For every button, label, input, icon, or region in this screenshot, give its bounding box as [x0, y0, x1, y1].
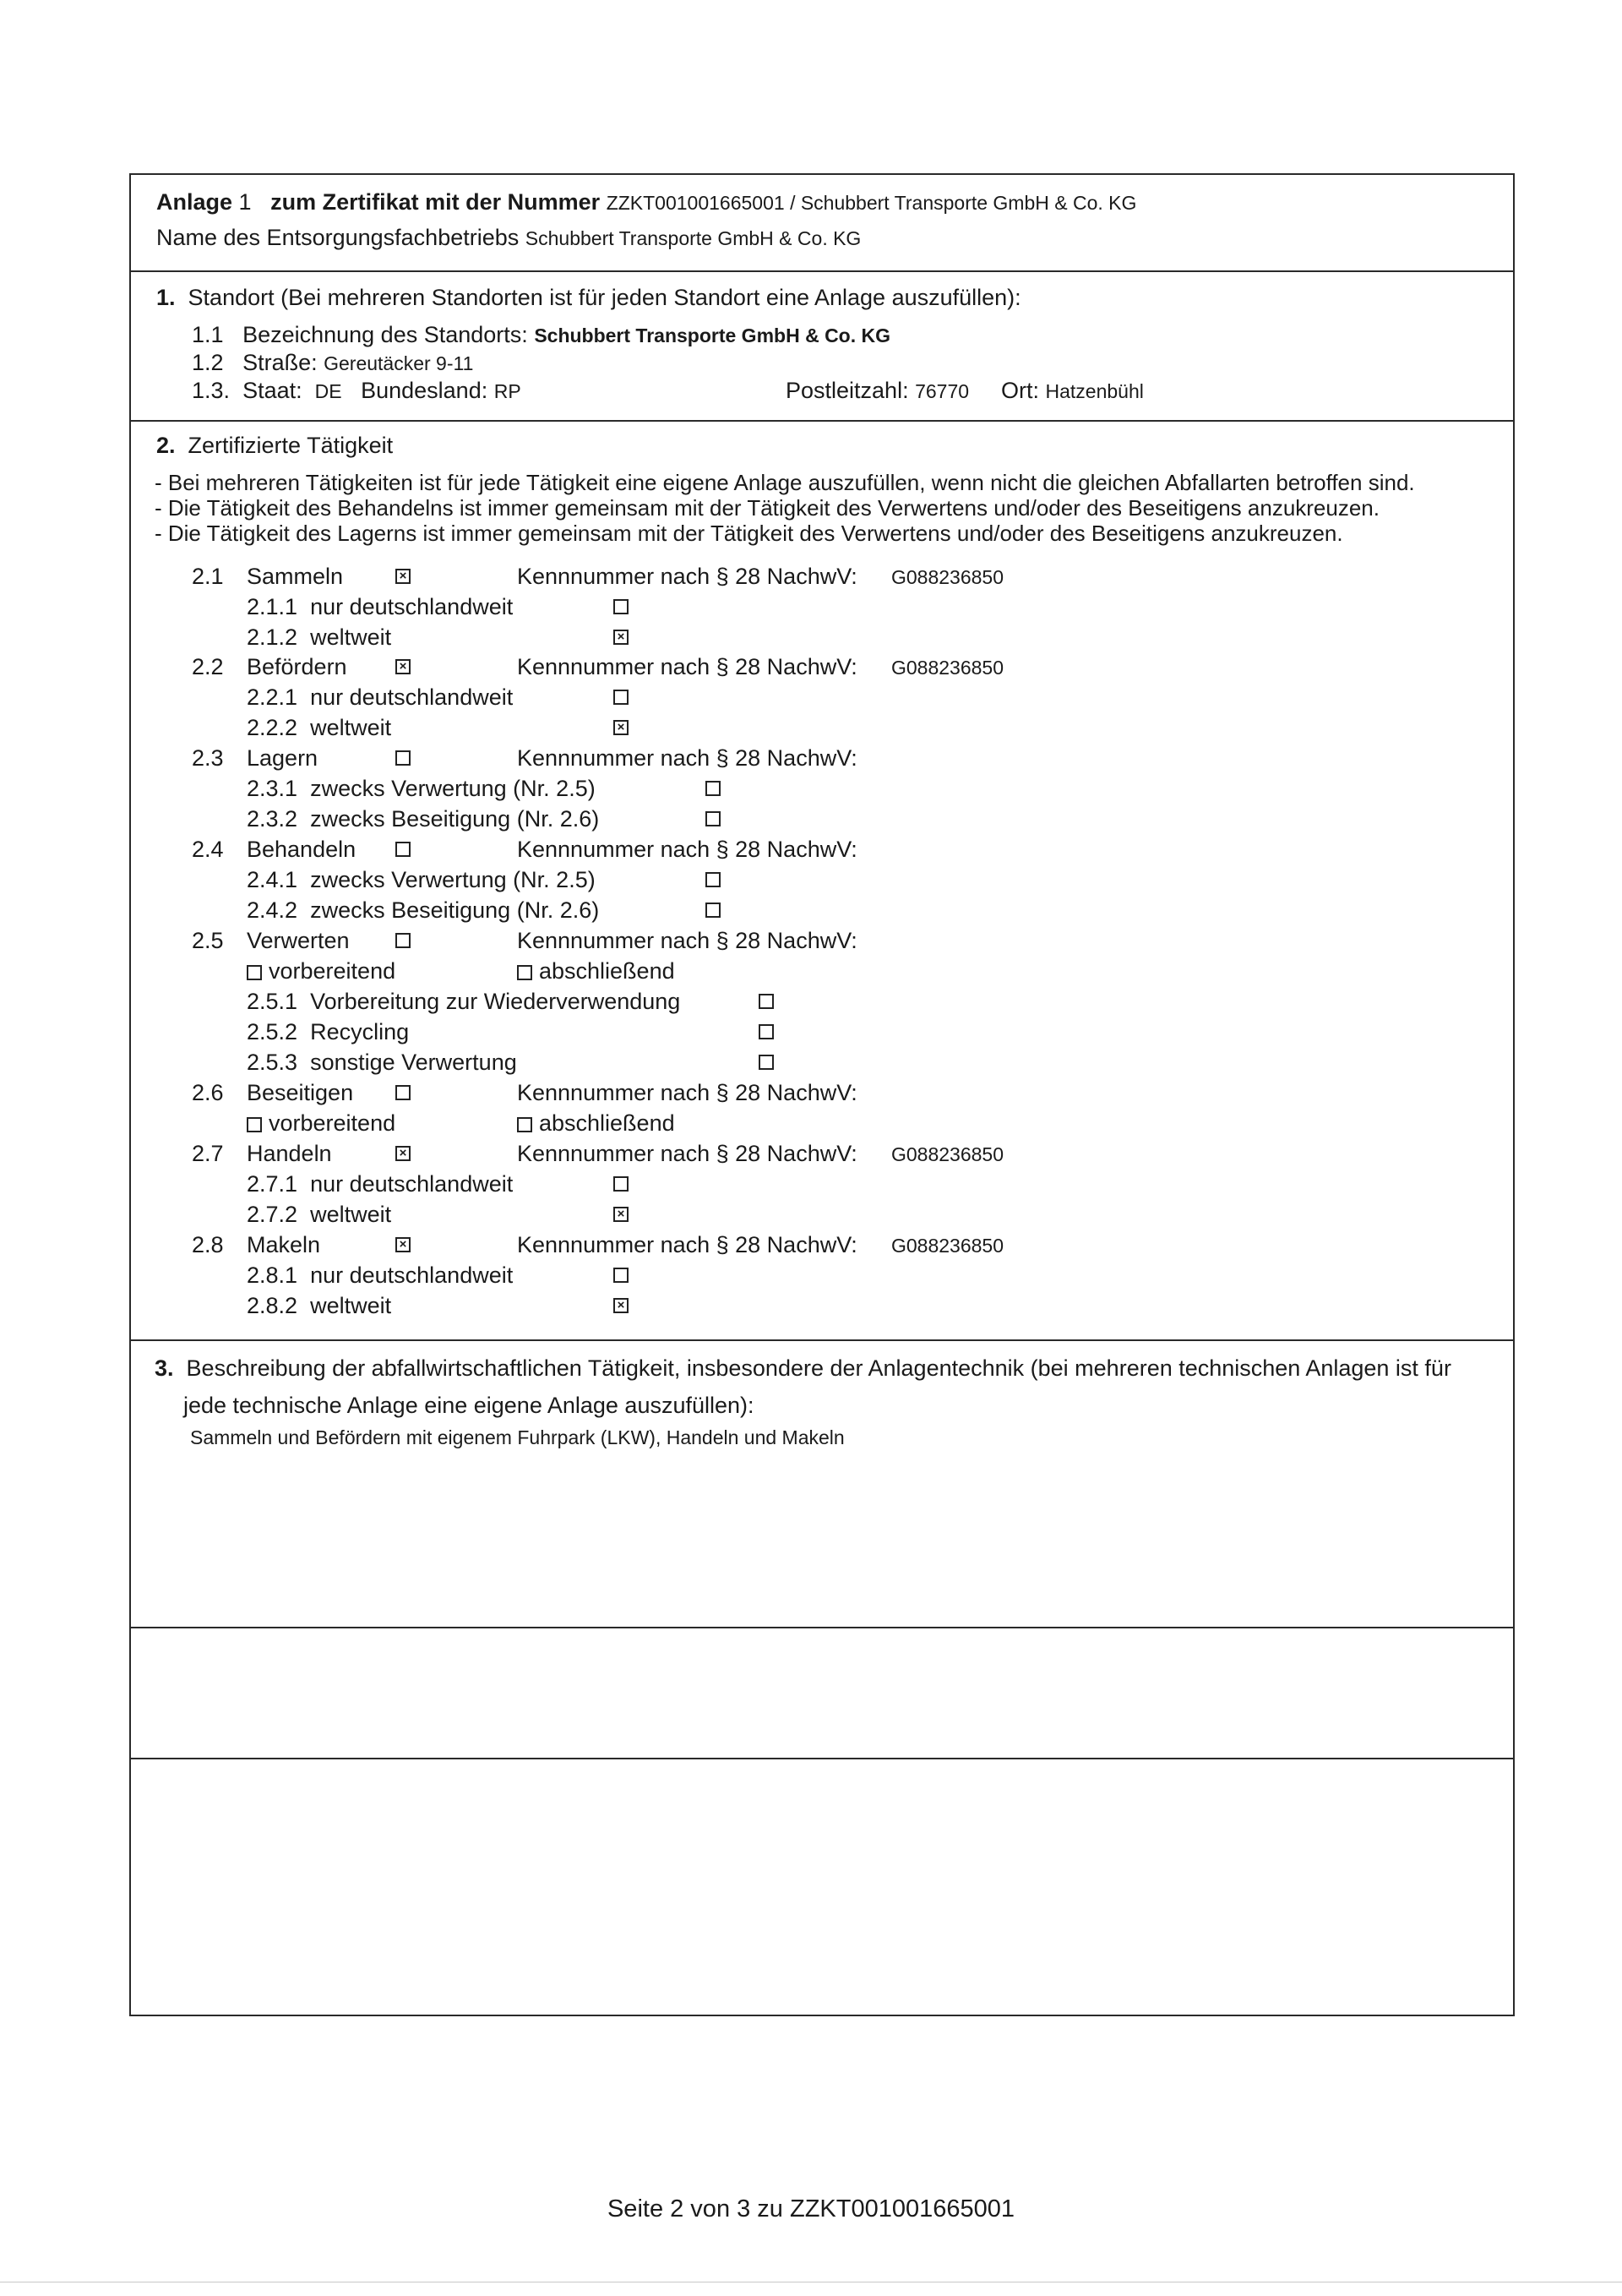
kenn-value-makeln: G088236850	[891, 1235, 1004, 1257]
label-makeln-weltweit: weltweit	[310, 1293, 392, 1318]
row-num: 2.5.2	[247, 1019, 298, 1044]
row-1-2	[192, 349, 473, 377]
label-vorbereitend: vorbereitend	[269, 958, 396, 984]
checkbox-sonstige-verwertung[interactable]	[759, 1055, 774, 1070]
checkbox-verwerten-abschliessend[interactable]	[517, 965, 532, 980]
section2-title: Zertifizierte Tätigkeit	[188, 433, 394, 458]
section1-number: 1.	[156, 285, 176, 310]
staat-value: DE	[314, 380, 342, 402]
page-footer: Seite 2 von 3 zu ZZKT001001665001	[607, 2195, 1015, 2222]
label-handeln-weltweit: weltweit	[310, 1202, 392, 1227]
row-1-1	[192, 321, 890, 349]
label-befoerdern-deutschland: nur deutschlandweit	[310, 684, 514, 710]
checkbox-handeln-deutschland[interactable]	[613, 1176, 629, 1192]
section3-description-value: Sammeln und Befördern mit eigenem Fuhrpark (LKW), Handeln und Makeln	[190, 1426, 845, 1448]
checkbox-lagern[interactable]	[395, 750, 411, 766]
row-1-3-ort	[1001, 377, 1144, 405]
section1-heading	[156, 284, 1021, 311]
section3-number: 3.	[155, 1355, 174, 1381]
checkbox-beseitigen[interactable]	[395, 1085, 411, 1100]
anlage-line	[156, 188, 1136, 216]
label-behandeln: Behandeln	[247, 837, 357, 862]
row-num: 2.5	[192, 928, 224, 953]
row-num: 2.5.3	[247, 1050, 298, 1075]
label-behandeln-verwertung: zwecks Verwertung (Nr. 2.5)	[310, 867, 596, 892]
label-abschliessend: abschließend	[539, 1110, 675, 1136]
name-label: Name des Entsorgungsfachbetriebs	[156, 225, 520, 250]
anlage-number: 1	[238, 189, 252, 215]
row-num: 2.2.2	[247, 715, 298, 740]
str-label: Straße:	[242, 350, 318, 375]
kenn-label-handeln: Kennnummer nach § 28 NachwV:	[517, 1141, 857, 1166]
kenn-label-befoerdern: Kennnummer nach § 28 NachwV:	[517, 654, 857, 679]
verwerten-abschliessend[interactable]	[517, 957, 675, 984]
label-makeln-deutschland: nur deutschlandweit	[310, 1263, 514, 1288]
annex-form	[129, 173, 1515, 2016]
label-befoerdern-weltweit: weltweit	[310, 715, 392, 740]
kenn-value-sammeln: G088236850	[891, 566, 1004, 588]
ort-value: Hatzenbühl	[1045, 380, 1144, 402]
checkbox-behandeln-verwertung[interactable]	[705, 872, 721, 887]
row-num: 2.3.1	[247, 776, 298, 801]
empty-section-1	[131, 1628, 1513, 1759]
checkbox-handeln[interactable]: ×	[395, 1146, 411, 1161]
row-2-1	[192, 563, 224, 590]
section-beschreibung	[131, 1341, 1513, 1628]
checkbox-sammeln-weltweit[interactable]: ×	[613, 630, 629, 645]
checkbox-verwerten-vorbereitend[interactable]	[247, 965, 262, 980]
section3-heading	[155, 1355, 1451, 1382]
checkbox-beseitigen-abschliessend[interactable]	[517, 1117, 532, 1132]
checkbox-behandeln-beseitigung[interactable]	[705, 903, 721, 918]
row-num: 2.3.2	[247, 806, 298, 832]
label-abschliessend: abschließend	[539, 958, 675, 984]
row-num: 2.2.1	[247, 684, 298, 710]
label-behandeln-beseitigung: zwecks Beseitigung (Nr. 2.6)	[310, 897, 600, 923]
zert-value: ZZKT001001665001 / Schubbert Transporte GmbH & Co. KG	[606, 192, 1137, 214]
bez-label: Bezeichnung des Standorts:	[242, 322, 528, 347]
row-num: 2.1	[192, 564, 224, 589]
empty-section-2	[131, 1759, 1513, 2017]
checkbox-handeln-weltweit[interactable]: ×	[613, 1207, 629, 1222]
str-value: Gereutäcker 9-11	[324, 352, 474, 374]
row-num: 2.8.1	[247, 1263, 298, 1288]
checkbox-behandeln[interactable]	[395, 842, 411, 857]
section1-title: Standort (Bei mehreren Standorten ist für jeden Standort eine Anlage auszufüllen):	[188, 285, 1021, 310]
label-sammeln-deutschland: nur deutschlandweit	[310, 594, 514, 619]
label-sammeln-weltweit: weltweit	[310, 624, 392, 650]
section-taetigkeit	[131, 422, 1513, 1341]
row-num: 2.4.1	[247, 867, 298, 892]
section-standort	[131, 272, 1513, 422]
kenn-label-verwerten: Kennnummer nach § 28 NachwV:	[517, 928, 857, 953]
row-1-3-plz	[786, 377, 969, 405]
checkbox-sammeln[interactable]: ×	[395, 569, 411, 584]
ort-label: Ort:	[1001, 378, 1039, 403]
bundesland-label: Bundesland:	[361, 378, 488, 403]
beseitigen-vorbereitend[interactable]	[247, 1110, 395, 1137]
kenn-label-behandeln: Kennnummer nach § 28 NachwV:	[517, 837, 857, 862]
label-wiederverwendung: Vorbereitung zur Wiederverwendung	[310, 989, 681, 1014]
label-sonstige-verwertung: sonstige Verwertung	[310, 1050, 517, 1075]
label-vorbereitend: vorbereitend	[269, 1110, 396, 1136]
label-befoerdern: Befördern	[247, 654, 347, 679]
checkbox-lagern-beseitigung[interactable]	[705, 811, 721, 826]
kenn-label-beseitigen: Kennnummer nach § 28 NachwV:	[517, 1080, 857, 1105]
label-recycling: Recycling	[310, 1019, 410, 1044]
bez-value: Schubbert Transporte GmbH & Co. KG	[534, 324, 891, 346]
checkbox-makeln-weltweit[interactable]: ×	[613, 1298, 629, 1313]
row-num: 2.7.2	[247, 1202, 298, 1227]
checkbox-wiederverwendung[interactable]	[759, 994, 774, 1009]
row-num: 2.7.1	[247, 1171, 298, 1197]
checkbox-lagern-verwertung[interactable]	[705, 781, 721, 796]
label-lagern: Lagern	[247, 745, 318, 771]
section3-title-line2: jede technische Anlage eine eigene Anlage auszufüllen):	[183, 1393, 754, 1418]
checkbox-befoerdern[interactable]: ×	[395, 659, 411, 674]
row-num: 2.5.1	[247, 989, 298, 1014]
plz-label: Postleitzahl:	[786, 378, 909, 403]
label-handeln: Handeln	[247, 1141, 332, 1166]
label-verwerten: Verwerten	[247, 928, 350, 953]
row-num: 2.8.2	[247, 1293, 298, 1318]
label-beseitigen: Beseitigen	[247, 1080, 354, 1105]
verwerten-vorbereitend[interactable]	[247, 957, 395, 984]
row-num: 2.7	[192, 1141, 224, 1166]
kenn-label-makeln: Kennnummer nach § 28 NachwV:	[517, 1232, 857, 1257]
beseitigen-abschliessend[interactable]	[517, 1110, 675, 1137]
plz-value: 76770	[915, 380, 970, 402]
label-lagern-beseitigung: zwecks Beseitigung (Nr. 2.6)	[310, 806, 600, 832]
checkbox-makeln-deutschland[interactable]	[613, 1268, 629, 1283]
label-lagern-verwertung: zwecks Verwertung (Nr. 2.5)	[310, 776, 596, 801]
bez-num: 1.1	[192, 322, 224, 347]
kenn-label-sammeln: Kennnummer nach § 28 NachwV:	[517, 564, 857, 589]
checkbox-recycling[interactable]	[759, 1024, 774, 1039]
zert-label: zum Zertifikat mit der Nummer	[270, 189, 601, 215]
row-num: 2.1.2	[247, 624, 298, 650]
note-1: - Bei mehreren Tätigkeiten ist für jede Tätigkeit eine eigene Anlage auszufüllen, wenn nicht die gleichen Abfallarten betroffen sind.	[155, 470, 1415, 495]
section3-title-line1: Beschreibung der abfallwirtschaftlichen Tätigkeit, insbesondere der Anlagentechnik (bei mehreren technischen Anlagen ist für	[186, 1355, 1451, 1381]
staat-label: Staat:	[242, 378, 302, 403]
str-num: 1.2	[192, 350, 224, 375]
kenn-value-handeln: G088236850	[891, 1143, 1004, 1165]
row-num: 2.3	[192, 745, 224, 771]
note-2: - Die Tätigkeit des Behandelns ist immer gemeinsam mit der Tätigkeit des Verwertens und/oder des Beseitigens anzukreuzen.	[155, 495, 1380, 521]
staat-num: 1.3.	[192, 378, 231, 403]
checkbox-makeln[interactable]: ×	[395, 1237, 411, 1252]
checkbox-befoerdern-deutschland[interactable]	[613, 690, 629, 705]
checkbox-sammeln-deutschland[interactable]	[613, 599, 629, 614]
checkbox-beseitigen-vorbereitend[interactable]	[247, 1117, 262, 1132]
row-num: 2.4	[192, 837, 224, 862]
name-line	[156, 224, 861, 252]
section2-number: 2.	[156, 433, 176, 458]
row-num: 2.4.2	[247, 897, 298, 923]
header-section	[131, 175, 1513, 272]
section2-heading	[156, 432, 393, 459]
checkbox-befoerdern-weltweit[interactable]: ×	[613, 720, 629, 735]
row-num: 2.2	[192, 654, 224, 679]
kenn-value-befoerdern: G088236850	[891, 657, 1004, 679]
label-makeln: Makeln	[247, 1232, 321, 1257]
row-num: 2.6	[192, 1080, 224, 1105]
checkbox-verwerten[interactable]	[395, 933, 411, 948]
row-num: 2.8	[192, 1232, 224, 1257]
row-num: 2.1.1	[247, 594, 298, 619]
name-value: Schubbert Transporte GmbH & Co. KG	[525, 227, 862, 249]
label-handeln-deutschland: nur deutschlandweit	[310, 1171, 514, 1197]
kenn-label-lagern: Kennnummer nach § 28 NachwV:	[517, 745, 857, 771]
note-3: - Die Tätigkeit des Lagerns ist immer gemeinsam mit der Tätigkeit des Verwertens und/oder des Beseitigens anzukreuzen.	[155, 521, 1343, 546]
bundesland-value: RP	[493, 380, 521, 402]
label-sammeln: Sammeln	[247, 564, 344, 589]
row-1-3	[192, 377, 521, 405]
anlage-label: Anlage	[156, 189, 233, 215]
